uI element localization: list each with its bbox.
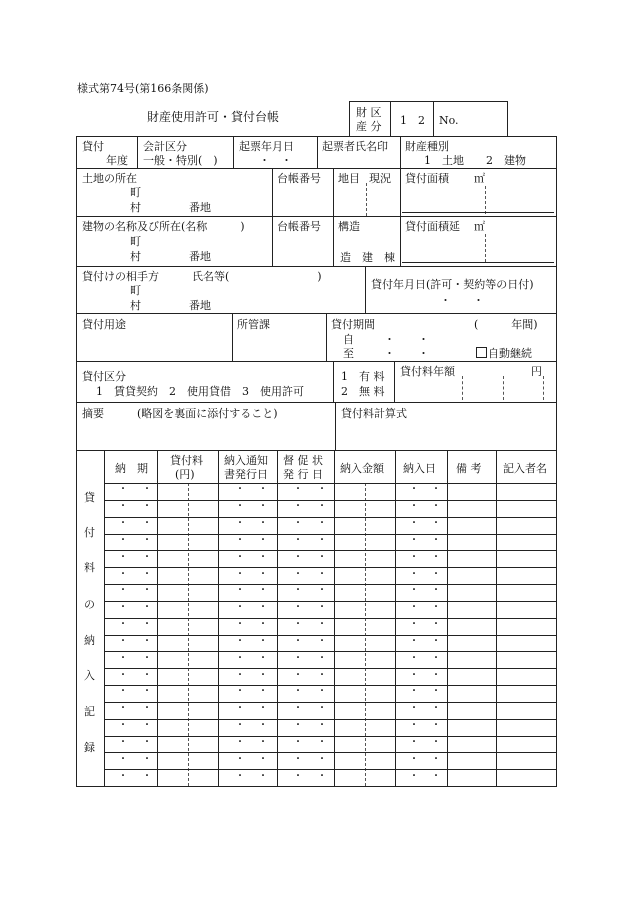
- lessee-bottom: [76, 313, 556, 314]
- date-dot: ・: [317, 552, 327, 563]
- date-dot: ・: [317, 754, 327, 765]
- date-dot: ・: [431, 585, 441, 596]
- lease-date-label: 貸付年月日(許可・契約等の日付): [371, 278, 534, 291]
- date-dot: ・: [431, 636, 441, 647]
- date-dot: ・: [293, 552, 303, 563]
- date-dot: ・: [235, 703, 245, 714]
- land-town: 町: [130, 186, 141, 199]
- checkbox-icon: [476, 347, 487, 358]
- header-notice-1: 納入通知: [224, 454, 268, 467]
- date-dot: ・: [293, 686, 303, 697]
- date-dot: ・: [235, 670, 245, 681]
- date-dot: ・: [258, 720, 268, 731]
- date-dot: ・: [235, 552, 245, 563]
- lessee-village: 村: [130, 299, 141, 312]
- date-dot: ・: [317, 771, 327, 782]
- date-dot: ・: [293, 484, 303, 495]
- fee-dash3: [543, 376, 544, 400]
- land-div3: [400, 168, 401, 216]
- date-dot: ・: [258, 670, 268, 681]
- accounting-value: 一般・特別( ): [143, 154, 218, 167]
- date-dot: ・: [142, 501, 152, 512]
- date-dot: ・: [409, 771, 419, 782]
- usage-from-dot2: ・: [418, 333, 429, 346]
- date-dot: ・: [142, 686, 152, 697]
- land-area-unit: ㎡: [474, 172, 485, 185]
- header-fee-2: (円): [175, 468, 195, 481]
- side-title-char: 記: [84, 705, 95, 718]
- land-category-label: 地目: [338, 172, 360, 185]
- date-dot: ・: [258, 636, 268, 647]
- lessee-lot: 番地: [189, 299, 211, 312]
- pay-row-line: [104, 635, 556, 636]
- date-dot: ・: [235, 720, 245, 731]
- date-dot: ・: [235, 754, 245, 765]
- usage-bottom: [76, 361, 556, 362]
- date-dot: ・: [118, 501, 128, 512]
- date-dot: ・: [235, 569, 245, 580]
- date-dot: ・: [235, 636, 245, 647]
- usage-from-dot1: ・: [384, 333, 395, 346]
- pay-row-line: [104, 584, 556, 585]
- fiscal-year-label: 年度: [106, 154, 128, 167]
- class-div2: [394, 361, 395, 402]
- date-dot: ・: [409, 636, 419, 647]
- lease-date-dots: ・ ・: [440, 294, 484, 307]
- date-dot: ・: [293, 619, 303, 630]
- date-dot: ・: [235, 737, 245, 748]
- date-dot: ・: [431, 484, 441, 495]
- land-ledger-label: 台帳番号: [277, 172, 321, 185]
- date-dot: ・: [142, 737, 152, 748]
- date-dot: ・: [118, 703, 128, 714]
- date-dot: ・: [431, 501, 441, 512]
- class-free: 2 無 料: [341, 385, 385, 398]
- date-dot: ・: [258, 535, 268, 546]
- date-dot: ・: [235, 585, 245, 596]
- date-dot: ・: [118, 653, 128, 664]
- category-box-left: [349, 101, 350, 136]
- category-box-div2: [433, 101, 434, 136]
- usage-period-label: 貸付期間: [331, 318, 375, 331]
- side-title-char: 貸: [84, 491, 95, 504]
- category-box-right: [507, 101, 508, 136]
- property-type-label: 財産種別: [405, 140, 449, 153]
- date-dot: ・: [235, 771, 245, 782]
- date-dot: ・: [118, 619, 128, 630]
- date-dot: ・: [317, 703, 327, 714]
- side-title-char: 料: [84, 561, 95, 574]
- entry-person-label: 起票者氏名印: [322, 140, 388, 153]
- header-due: 納 期: [115, 462, 148, 475]
- date-dot: ・: [293, 771, 303, 782]
- date-dot: ・: [317, 619, 327, 630]
- date-dot: ・: [431, 602, 441, 613]
- bld-bottom: [76, 266, 556, 267]
- building-area-unit: ㎡: [474, 220, 485, 233]
- building-name-label: 建物の名称及び所在(名称 ): [82, 220, 245, 233]
- date-dot: ・: [142, 569, 152, 580]
- date-dot: ・: [409, 552, 419, 563]
- side-title-char: 付: [84, 526, 95, 539]
- date-dot: ・: [317, 569, 327, 580]
- bld-div1: [272, 216, 273, 266]
- date-dot: ・: [142, 670, 152, 681]
- date-dot: ・: [235, 653, 245, 664]
- building-ledger-label: 台帳番号: [277, 220, 321, 233]
- date-dot: ・: [258, 754, 268, 765]
- date-dot: ・: [258, 653, 268, 664]
- date-dot: ・: [142, 552, 152, 563]
- category-label-2: 産 分: [356, 120, 382, 133]
- category-box-top: [349, 101, 507, 102]
- date-dot: ・: [409, 670, 419, 681]
- pay-row-line: [104, 567, 556, 568]
- date-dot: ・: [235, 535, 245, 546]
- date-dot: ・: [258, 552, 268, 563]
- date-dot: ・: [431, 737, 441, 748]
- date-dot: ・: [293, 569, 303, 580]
- date-dot: ・: [409, 518, 419, 529]
- date-dot: ・: [118, 771, 128, 782]
- pay-row-line: [104, 618, 556, 619]
- date-dot: ・: [293, 501, 303, 512]
- date-dot: ・: [142, 585, 152, 596]
- date-dot: ・: [431, 670, 441, 681]
- date-dot: ・: [118, 686, 128, 697]
- date-dot: ・: [235, 501, 245, 512]
- pay-row-line: [104, 736, 556, 737]
- date-dot: ・: [118, 737, 128, 748]
- usage-purpose-label: 貸付用途: [82, 318, 126, 331]
- date-dot: ・: [409, 653, 419, 664]
- date-dot: ・: [142, 518, 152, 529]
- bld-div3: [400, 216, 401, 266]
- date-dot: ・: [293, 754, 303, 765]
- r1-div4: [400, 136, 401, 168]
- date-dot: ・: [142, 636, 152, 647]
- date-dot: ・: [431, 552, 441, 563]
- land-area-underline: [402, 212, 554, 213]
- usage-div2: [326, 313, 327, 361]
- date-dot: ・: [142, 602, 152, 613]
- date-dot: ・: [118, 585, 128, 596]
- class-bottom: [76, 402, 556, 403]
- date-dot: ・: [118, 484, 128, 495]
- usage-to-dot2: ・: [418, 347, 429, 360]
- fee-formula-label: 貸付料計算式: [341, 407, 407, 420]
- main-frame-top: [76, 136, 556, 137]
- auto-renew-label: 自動継続: [488, 347, 532, 360]
- accounting-label: 会計区分: [143, 140, 187, 153]
- land-dash1: [366, 183, 367, 216]
- date-dot: ・: [431, 686, 441, 697]
- date-dot: ・: [142, 754, 152, 765]
- date-dot: ・: [409, 703, 419, 714]
- header-notice-2: 書発行日: [224, 468, 268, 481]
- date-dot: ・: [317, 737, 327, 748]
- date-dot: ・: [118, 754, 128, 765]
- bld-area-underline: [402, 262, 554, 263]
- remarks-label: 摘要 (略図を裏面に添付すること): [82, 407, 278, 420]
- date-dot: ・: [293, 585, 303, 596]
- pay-row-line: [104, 668, 556, 669]
- r1-bottom: [76, 168, 556, 169]
- date-dot: ・: [235, 686, 245, 697]
- date-dot: ・: [293, 670, 303, 681]
- side-title-char: の: [84, 598, 95, 611]
- pay-row-line: [104, 550, 556, 551]
- pay-row-line: [104, 719, 556, 720]
- date-dot: ・: [431, 703, 441, 714]
- building-structure-label: 構造: [338, 220, 360, 233]
- building-lot: 番地: [189, 250, 211, 263]
- usage-from: 自: [343, 333, 354, 346]
- date-dot: ・: [317, 501, 327, 512]
- date-dot: ・: [142, 703, 152, 714]
- date-dot: ・: [317, 518, 327, 529]
- date-dot: ・: [258, 569, 268, 580]
- pay-row-line: [104, 752, 556, 753]
- pay-row-line: [104, 685, 556, 686]
- land-area-dash: [485, 186, 486, 214]
- entry-date-dots: ・ ・: [259, 154, 292, 167]
- date-dot: ・: [258, 585, 268, 596]
- date-dot: ・: [258, 771, 268, 782]
- number-label: No.: [439, 114, 459, 127]
- pay-row-line: [104, 517, 556, 518]
- header-reminder-1: 督 促 状: [283, 454, 323, 467]
- date-dot: ・: [293, 737, 303, 748]
- date-dot: ・: [118, 720, 128, 731]
- date-dot: ・: [142, 619, 152, 630]
- date-dot: ・: [409, 602, 419, 613]
- annual-fee-label: 貸付料年額: [400, 365, 455, 378]
- building-structure-value: 造 建 棟: [340, 251, 395, 264]
- usage-to-dot1: ・: [384, 347, 395, 360]
- r1-div3: [317, 136, 318, 168]
- date-dot: ・: [118, 636, 128, 647]
- r1-div2: [233, 136, 234, 168]
- main-frame-bottom: [76, 786, 556, 787]
- entry-date-label: 起票年月日: [239, 140, 294, 153]
- pay-row-line: [104, 534, 556, 535]
- date-dot: ・: [317, 585, 327, 596]
- date-dot: ・: [142, 535, 152, 546]
- date-dot: ・: [409, 737, 419, 748]
- date-dot: ・: [431, 653, 441, 664]
- remarks-div: [335, 402, 336, 450]
- date-dot: ・: [431, 535, 441, 546]
- date-dot: ・: [142, 484, 152, 495]
- main-frame-left: [76, 136, 77, 787]
- header-note: 備 考: [456, 462, 482, 475]
- category-label-1: 財 区: [356, 106, 382, 119]
- date-dot: ・: [258, 686, 268, 697]
- lessee-town: 町: [130, 284, 141, 297]
- date-dot: ・: [118, 670, 128, 681]
- date-dot: ・: [293, 703, 303, 714]
- date-dot: ・: [409, 754, 419, 765]
- date-dot: ・: [258, 737, 268, 748]
- side-title-char: 入: [84, 669, 95, 682]
- land-village: 村: [130, 201, 141, 214]
- bld-area-dash: [485, 234, 486, 262]
- land-div1: [272, 168, 273, 216]
- side-title-char: 録: [84, 741, 95, 754]
- pay-row-line: [104, 601, 556, 602]
- pay-row-line: [104, 651, 556, 652]
- date-dot: ・: [409, 686, 419, 697]
- class-div1: [333, 361, 334, 402]
- date-dot: ・: [409, 569, 419, 580]
- category-box-div1: [390, 101, 391, 136]
- auto-renew-checkbox[interactable]: [476, 347, 532, 360]
- annual-fee-yen: 円: [531, 365, 542, 378]
- date-dot: ・: [118, 602, 128, 613]
- date-dot: ・: [293, 720, 303, 731]
- date-dot: ・: [142, 771, 152, 782]
- header-recorder: 記入者名: [503, 462, 547, 475]
- date-dot: ・: [235, 484, 245, 495]
- date-dot: ・: [317, 535, 327, 546]
- date-dot: ・: [293, 653, 303, 664]
- building-town: 町: [130, 235, 141, 248]
- date-dot: ・: [431, 720, 441, 731]
- header-pay-date: 納入日: [403, 462, 436, 475]
- date-dot: ・: [409, 720, 419, 731]
- date-dot: ・: [409, 619, 419, 630]
- date-dot: ・: [118, 552, 128, 563]
- date-dot: ・: [258, 484, 268, 495]
- usage-div1: [232, 313, 233, 361]
- pay-row-line: [104, 769, 556, 770]
- land-bottom: [76, 216, 556, 217]
- date-dot: ・: [118, 535, 128, 546]
- date-dot: ・: [293, 602, 303, 613]
- date-dot: ・: [258, 619, 268, 630]
- date-dot: ・: [317, 653, 327, 664]
- date-dot: ・: [235, 518, 245, 529]
- date-dot: ・: [409, 484, 419, 495]
- remarks-bottom: [76, 450, 556, 451]
- land-status-label: 現況: [369, 172, 391, 185]
- page-title: 財産使用許可・貸付台帳: [147, 110, 280, 124]
- date-dot: ・: [293, 636, 303, 647]
- building-village: 村: [130, 250, 141, 263]
- date-dot: ・: [317, 636, 327, 647]
- date-dot: ・: [409, 535, 419, 546]
- header-amount: 納入金額: [340, 462, 384, 475]
- class-paid: 1 有 料: [341, 370, 385, 383]
- date-dot: ・: [317, 602, 327, 613]
- land-area-label: 貸付面積: [405, 172, 449, 185]
- date-dot: ・: [258, 703, 268, 714]
- date-dot: ・: [258, 518, 268, 529]
- land-div2: [333, 168, 334, 216]
- main-frame-right: [556, 136, 557, 787]
- date-dot: ・: [317, 484, 327, 495]
- class-label: 貸付区分: [82, 370, 126, 383]
- date-dot: ・: [431, 569, 441, 580]
- bld-div2: [333, 216, 334, 266]
- date-dot: ・: [142, 720, 152, 731]
- date-dot: ・: [293, 518, 303, 529]
- pay-row-line: [104, 500, 556, 501]
- date-dot: ・: [409, 585, 419, 596]
- date-dot: ・: [235, 619, 245, 630]
- lease-label: 貸付: [82, 140, 104, 153]
- date-dot: ・: [258, 501, 268, 512]
- lessee-label: 貸付けの相手方 氏名等( ): [82, 270, 322, 283]
- date-dot: ・: [431, 754, 441, 765]
- fee-dash1: [462, 376, 463, 400]
- usage-dept-label: 所管課: [237, 318, 270, 331]
- header-fee-1: 貸付料: [170, 454, 203, 467]
- fee-dash2: [503, 376, 504, 400]
- class-options: 1 賃貸契約 2 使用貸借 3 使用許可: [96, 385, 304, 398]
- date-dot: ・: [431, 619, 441, 630]
- property-type-options: 1 土地 2 建物: [424, 154, 526, 167]
- date-dot: ・: [118, 518, 128, 529]
- building-area-label: 貸付面積延: [405, 220, 460, 233]
- date-dot: ・: [431, 518, 441, 529]
- r1-div1: [137, 136, 138, 168]
- pay-row-line: [104, 702, 556, 703]
- date-dot: ・: [258, 602, 268, 613]
- date-dot: ・: [409, 501, 419, 512]
- land-location-label: 土地の所在: [82, 172, 137, 185]
- date-dot: ・: [431, 771, 441, 782]
- side-title-char: 納: [84, 634, 95, 647]
- date-dot: ・: [235, 602, 245, 613]
- header-reminder-2: 発 行 日: [283, 468, 323, 481]
- usage-to: 至: [343, 347, 354, 360]
- land-lot: 番地: [189, 201, 211, 214]
- category-value: 1 2: [400, 114, 425, 127]
- lessee-div: [365, 266, 366, 313]
- pay-header-bottom: [104, 483, 556, 484]
- date-dot: ・: [317, 720, 327, 731]
- date-dot: ・: [317, 686, 327, 697]
- usage-period-years: ( 年間): [474, 318, 538, 331]
- form-number: 様式第74号(第166条関係): [77, 82, 209, 95]
- date-dot: ・: [118, 569, 128, 580]
- date-dot: ・: [317, 670, 327, 681]
- date-dot: ・: [142, 653, 152, 664]
- date-dot: ・: [293, 535, 303, 546]
